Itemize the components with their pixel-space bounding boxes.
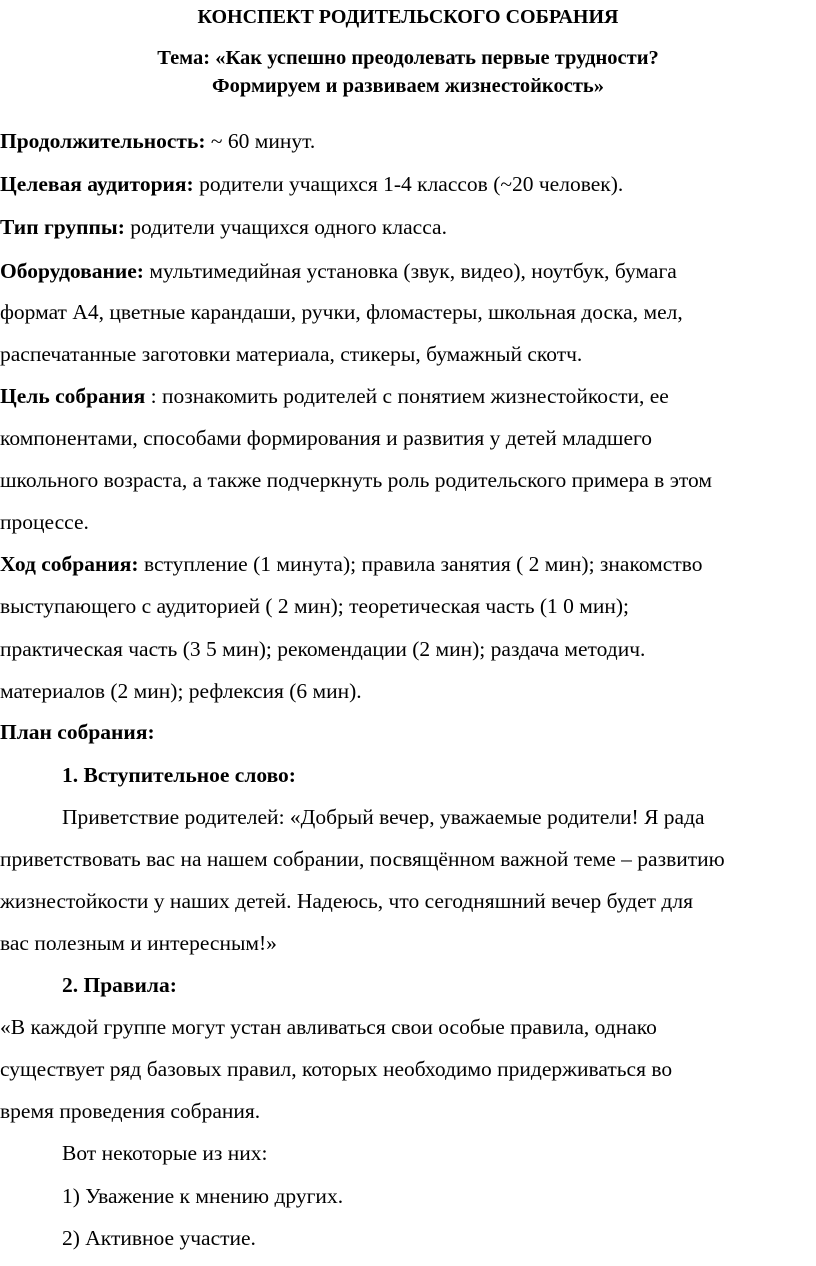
duration-row — [0, 126, 816, 156]
course-row — [0, 549, 816, 579]
document-title: КОНСПЕКТ РОДИТЕЛЬСКОГО СОБРАНИЯ — [197, 6, 619, 28]
goal-row — [0, 381, 816, 411]
section-2-line-3: время проведения собрания. — [0, 1099, 261, 1123]
rule-1: 1) Уважение к мнению других. — [62, 1184, 344, 1208]
theme-line-1: Тема: «Как успешно преодолевать первые трудности? — [157, 47, 659, 69]
goal-line-4: процессе. — [0, 510, 89, 534]
goal-line-1: : познакомить родителей с понятием жизнестойкости, ее — [145, 384, 669, 408]
course-line-3: практическая часть (3 5 мин); рекомендации (2 мин); раздача методич. — [0, 637, 646, 661]
section-1-heading: 1. Вступительное слово: — [62, 763, 296, 787]
audience-row — [0, 169, 816, 199]
course-line-4: материалов (2 мин); рефлексия (6 мин). — [0, 679, 362, 703]
section-1-line-4: вас полезным и интересным!» — [0, 931, 277, 955]
audience-value: родители учащихся 1-4 классов (~20 человек). — [193, 172, 624, 196]
goal-line-3: школьного возраста, а также подчеркнуть роль родительского примера в этом — [0, 468, 712, 492]
section-1-line-2: приветствовать вас на нашем собрании, посвящённом важной теме – развитию — [0, 847, 725, 871]
group-type-label: Тип группы: — [0, 215, 125, 239]
equipment-line-3: распечатанные заготовки материала, стикеры, бумажный скотч. — [0, 342, 583, 366]
goal-line-2: компонентами, способами формирования и развития у детей младшего — [0, 426, 653, 450]
group-type-row — [0, 212, 816, 242]
course-label: Ход собрания: — [0, 552, 139, 576]
section-1-line-3: жизнестойкости у наших детей. Надеюсь, что сегодняшний вечер будет для — [0, 889, 693, 913]
section-2-line-2: существует ряд базовых правил, которых необходимо придерживаться во — [0, 1057, 673, 1081]
section-2-line-1: «В каждой группе могут устан авливаться свои особые правила, однако — [0, 1015, 657, 1039]
equipment-line-2: формат А4, цветные карандаши, ручки, фломастеры, школьная доска, мел, — [0, 300, 683, 324]
course-line-1: вступление (1 минута); правила занятия ( 2 мин); знакомство — [138, 552, 703, 576]
equipment-row — [0, 256, 816, 286]
plan-heading: План собрания: — [0, 720, 155, 744]
duration-value: ~ 60 минут. — [205, 129, 316, 153]
equipment-label: Оборудование: — [0, 259, 144, 283]
audience-label: Целевая аудитория: — [0, 172, 194, 196]
group-type-value: родители учащихся одного класса. — [124, 215, 447, 239]
section-2-heading: 2. Правила: — [62, 973, 177, 997]
section-2-line-4: Вот некоторые из них: — [62, 1141, 268, 1165]
equipment-line-1: мультимедийная установка (звук, видео), ноутбук, бумага — [143, 259, 677, 283]
duration-label: Продолжительность: — [0, 129, 206, 153]
theme-line-2: Формируем и развиваем жизнестойкость» — [212, 75, 604, 97]
section-1-line-1: Приветствие родителей: «Добрый вечер, уважаемые родители! Я рада — [62, 805, 705, 829]
course-line-2: выступающего с аудиторией ( 2 мин); теоретическая часть (1 0 мин); — [0, 594, 630, 618]
goal-label: Цель собрания — [0, 384, 146, 408]
rule-2: 2) Активное участие. — [62, 1226, 256, 1250]
